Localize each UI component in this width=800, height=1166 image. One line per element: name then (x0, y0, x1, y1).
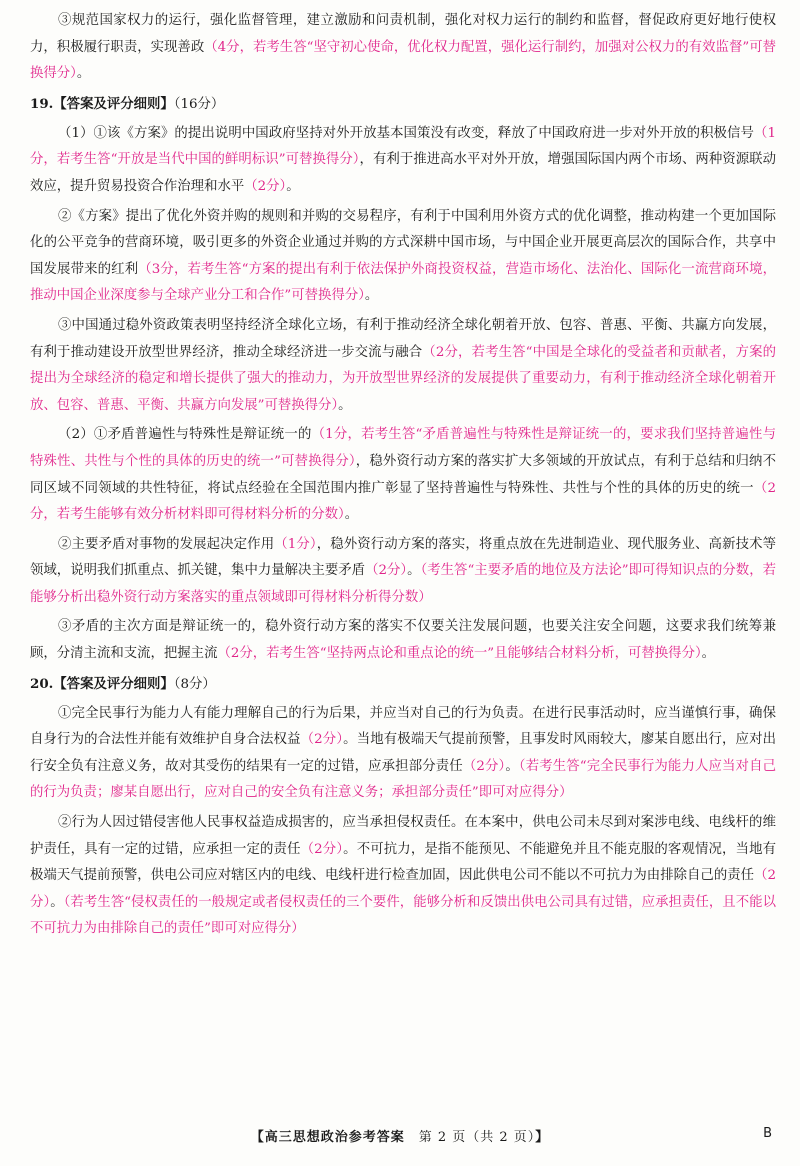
question-points: （16分） (173, 96, 225, 112)
score: （2分） (300, 732, 344, 748)
text: ①完全民事行为能力人有能力理解自己的行为后果，并应当对自己的行为负责。在进行民事活动时，应当谨慎行事，确保自身行为的合法性并能有效维护自身合法权益 (30, 705, 776, 748)
footer-bracket-close: 】 (535, 1130, 550, 1145)
text: 。当地有极端天气提前预警，且事发时风雨较大，廖某自愿出行，应对出行安全负有注意义务，故对其受伤的结果有一定的过错，应承担部分责任 (30, 732, 777, 774)
text: 。 (344, 507, 359, 523)
scoring-note: （考生答“主要矛盾的地位及方法论”即可得知识点的分数，若能够分析出稳外资行动方案落实的重点领域即可得材料分析得分数） (30, 563, 777, 605)
q19-part1-point3 (30, 313, 776, 419)
score: （1分） (274, 536, 317, 552)
q19-heading (30, 91, 776, 118)
scoring-note: （4分，若考生答“坚守初心使命，优化权力配置，强化运行制约，加强对公权力的有效监督”可替换得分） (30, 39, 777, 82)
score: （2分） (300, 841, 344, 857)
text: 。 (50, 894, 64, 910)
text: 。 (505, 758, 519, 774)
text: ，有利于推进高水平对外开放，增强国际国内两个市场、两种资源联动效应，提升贸易投资合作治理和水平 (30, 152, 777, 194)
scoring-note: （2分，若考生答“中国是全球化的受益者和贡献者，方案的提出为全球经济的稳定和增长提供了强大的推动力，为开放型世界经济的发展提供了重要动力，有利于推动经济全球化朝着开放、包容、普惠、平衡、共赢方向发展”可替换得分） (30, 344, 776, 413)
q20-point2 (30, 810, 776, 943)
scoring-note: （若考生答“侵权责任的一般规定或者侵权责任的三个要件，能够分析和反馈出供电公司具有过错，应承担责任，且不能以不可抗力为由排除自己的责任”即可对应得分） (30, 894, 776, 937)
q20-heading (30, 671, 776, 698)
scoring-note: （2分，若考生答“坚持两点论和重点论的统一”且能够结合材料分析，可替换得分） (217, 646, 702, 662)
text: 。不可抗力，是指不能预见、不能避免并且不能克服的客观情况，当地有极端天气提前预警，供电公司应对辖区内的电线、电线杆进行检查加固，因此供电公司不能以不可抗力为由排除自己的责任 (30, 841, 777, 884)
score: （2分） (244, 178, 287, 194)
text: ，稳外资行动方案的落实扩大多领域的开放试点，有利于总结和归纳不同区域不同领域的共性特征，将试点经验在全国范围内推广彰显了坚持普遍性与特殊性、共性与个性的具体的历史的统一 (30, 453, 776, 496)
score: （2分） (30, 868, 776, 910)
question-label: 【答案及评分细则】 (53, 95, 174, 112)
question-number: 19. (30, 95, 54, 112)
score: （2分） (462, 758, 506, 774)
scoring-note: （1分，若考生答“矛盾普遍性与特殊性是辩证统一的，要求我们坚持普遍性与特殊性、共性与个性的具体的历史的统一”可替换得分） (30, 427, 776, 469)
page-footer (0, 1126, 800, 1145)
text: 。 (286, 178, 300, 194)
q19-part2-point3 (30, 614, 776, 667)
q18-point-3 (30, 8, 776, 88)
text: （2）①矛盾普遍性与特殊性是辩证统一的 (58, 427, 312, 443)
text: 。 (76, 66, 91, 82)
question-points: （8分） (173, 676, 216, 692)
footer-title: 高三思想政治参考答案 (264, 1130, 405, 1145)
text: ②《方案》提出了优化外资并购的规则和并购的交易程序，有利于中国利用外资方式的优化调整，推动构建一个更加国际化的公平竞争的营商环境，吸引更多的外资企业通过并购的方式深耕中国市场，与中国企业开展更高层次的国际合作，共享中国发展带来的红利 (30, 208, 776, 277)
scoring-note: （2分，若考生能够有效分析材料即可得材料分析的分数） (30, 480, 776, 523)
text: ③规范国家权力的运行，强化监督管理，建立激励和问责机制，强化对权力运行的制约和监督，督促政府更好地行使权力，积极履行职责，实现善政 (30, 13, 776, 55)
q19-part2-point1 (30, 422, 776, 528)
page-content (30, 8, 776, 946)
q19-part1-point2 (30, 204, 776, 310)
text: ③中国通过稳外资政策表明坚持经济全球化立场，有利于推动经济全球化朝着开放、包容、普惠、平衡、共赢方向发展，有利于推动建设开放型世界经济，推动全球经济进一步交流与融合 (30, 317, 776, 360)
scoring-note: （若考生答“完全民事行为能力人应当对自己的行为负责；廖某自愿出行，应对自己的安全负有注意义务；承担部分责任”即可对应得分） (30, 758, 776, 801)
question-label: 【答案及评分细则】 (53, 675, 174, 692)
text: ②行为人因过错侵害他人民事权益造成损害的，应当承担侵权责任。在本案中，供电公司未尽到对案涉电线、电线杆的维护责任，具有一定的过错，应承担一定的责任 (30, 815, 776, 857)
text: 。 (338, 397, 352, 413)
footer-page-number: 第 2 页（共 2 页） (404, 1130, 536, 1145)
text: ③矛盾的主次方面是辩证统一的，稳外资行动方案的落实不仅要关注发展问题，也要关注安全问题，这要求我们统筹兼顾，分清主流和支流，把握主流 (30, 619, 776, 662)
scoring-note: （1分，若考生答“开放是当代中国的鲜明标识”可替换得分） (30, 125, 776, 168)
text: 。 (407, 563, 421, 579)
footer-bracket-open: 【 (250, 1130, 265, 1145)
text: 。 (364, 288, 379, 304)
text: ②主要矛盾对事物的发展起决定作用 (58, 536, 275, 552)
q19-part2-point2 (30, 532, 776, 612)
text: （1）①该《方案》的提出说明中国政府坚持对外开放基本国策没有改变，释放了中国政府进一步对外开放的积极信号 (58, 125, 754, 141)
paper-version-label: B (763, 1126, 772, 1141)
text: ，稳外资行动方案的落实，将重点放在先进制造业、现代服务业、高新技术等领域，说明我们抓重点、抓关键，集中力量解决主要矛盾 (30, 536, 776, 579)
text: 。 (701, 646, 716, 662)
q20-point1 (30, 701, 776, 807)
score: （2分） (365, 563, 408, 579)
q19-part1-point1 (30, 121, 776, 201)
scoring-note: （3分，若考生答“方案的提出有利于依法保护外商投资权益，营造市场化、法治化、国际化一流营商环境，推动中国企业深度参与全球产业分工和合作”可替换得分） (30, 261, 777, 304)
question-number: 20. (30, 675, 54, 692)
